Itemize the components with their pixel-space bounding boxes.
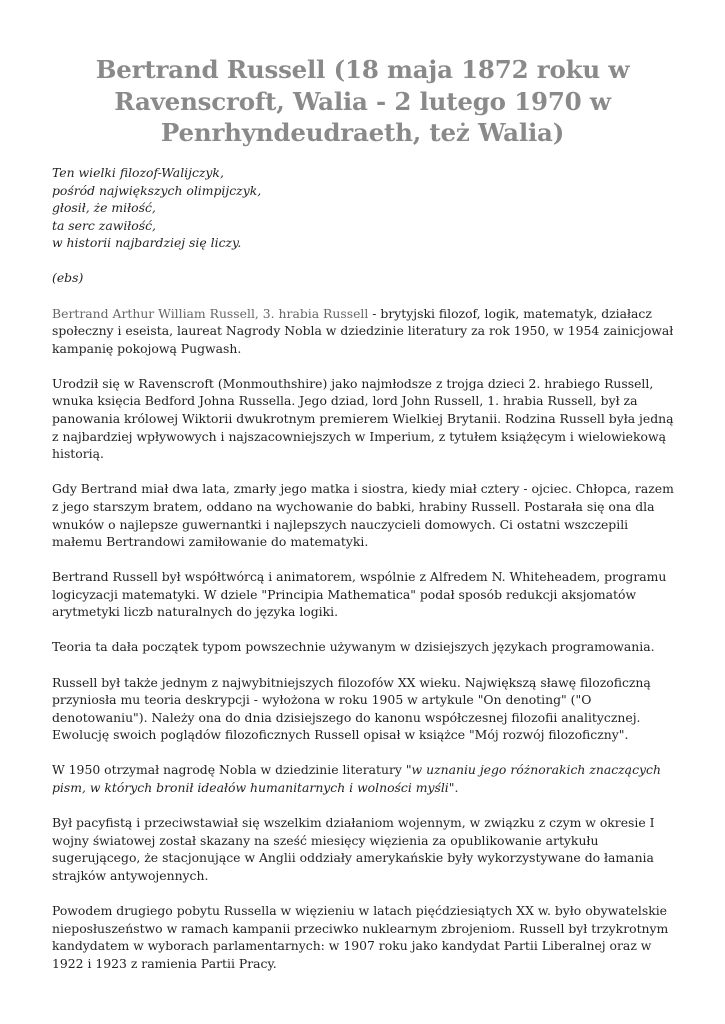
poem [52,164,674,252]
paragraph-nobel [52,761,674,796]
paragraph-intro [52,305,674,358]
paragraph-pacifism: Był pacyfistą i przeciwstawiał się wszelkim działaniom wojennym, w związku z czym w okresie I wojny światowej został skazany na sześć miesięcy więzienia za opublikowanie artykułu sugerującego, że stacjonujące w Anglii oddziały amerykańskie były wykorzystywane do łamania strajków antywojennych. [52,815,655,883]
poem-signature: (ebs) [52,270,84,286]
paragraph-philosophy: Russell był także jednym z najwybitniejszych filozofów XX wieku. Największą sławę filozoficzną przyniosła mu teoria deskrypcji - wyłożona w roku 1905 w artykule "On denoting" ("O denotowaniu"). Należy ona do dnia dzisiejszego do kanonu współczesnej filozofii analitycznej. Ewolucję swoich poglądów filozoficznych Russell opisał w książce "Mój rozwój filozoficzny". [52,674,651,743]
poem-line: w historii najbardziej się liczy. [52,235,242,251]
poem-line: ta serc zawiłość, [52,217,156,233]
paragraph-prison-elections: Powodem drugiego pobytu Russella w więzieniu w latach pięćdziesiątych XX w. było obywatelskie nieposłuszeństwo w ramach kampanii przeciwko nuklearnym zbrojeniom. Russell był trzykrotnym kandydatem w wyborach parlamentarnych: w 1907 roku jako kandydat Partii Liberalnej oraz w 1922 i 1923 z ramienia Partii Pracy. [52,903,669,971]
poem-line: Ten wielki filozof-Walijczyk, [52,165,224,180]
paragraph-logicism: Bertrand Russell był współtwórcą i animatorem, wspólnie z Alfredem N. Whiteheadem, programu logicyzacji matematyki. W dziele "Principia Mathematica" podał sposób redukcji aksjomatów arytmetyki liczb naturalnych do języka logiki. [52,569,667,620]
page-title: Bertrand Russell (18 maja 1872 roku w Ravenscroft, Walia - 2 lutego 1970 w Penrhyndeudraeth, też Walia) [95,55,630,147]
poem-line: pośród największych olimpijczyk, [52,182,262,198]
article-body [52,164,674,990]
full-name: Bertrand Arthur William Russell, 3. hrabia Russell [52,305,369,321]
paragraph-type-theory: Teoria ta dała początek typom powszechnie używanym w dzisiejszych językach programowania. [52,639,655,655]
nobel-quote: w uznaniu jego różnorakich znaczących pism, w których bronił ideałów humanitarnych i wolności myśli [52,762,661,796]
nobel-prefix: W 1950 otrzymał nagrodę Nobla w dziedzinie literatury " [52,762,412,778]
poem-line: głosił, że miłość, [52,200,156,216]
paragraph-birth: Urodził się w Ravenscroft (Monmouthshire) jako najmłodsze z trojga dzieci 2. hrabiego Russell, wnuka księcia Bedford Johna Russella. Jego dziad, lord John Russell, 1. hrabia Russell, był za panowania królowej Wiktorii dwukrotnym premierem Wielkiej Brytanii. Rodzina Russell była jedną z najbardziej wpływowych i najszacowniejszych w Imperium, z tytułem książęcym i wielowiekową historią. [52,375,674,462]
nobel-suffix: ". [448,780,459,796]
intro-text: - brytyjski filozof, logik, matematyk, działacz społeczny i eseista, laureat Nagrody Nobla w dziedzinie literatury za rok 1950, w 1954 zainicjował kampanię pokojową Pugwash. [52,305,674,356]
paragraph-childhood: Gdy Bertrand miał dwa lata, zmarły jego matka i siostra, kiedy miał cztery - ojciec. Chłopca, razem z jego starszym bratem, oddano na wychowanie do babki, hrabiny Russell. Postarała się ona dla wnuków o najlepsze guwernantki i najlepszych nauczycieli domowych. Ci ostatni wszczepili małemu Bertrandowi zamiłowanie do matematyki. [52,481,674,550]
